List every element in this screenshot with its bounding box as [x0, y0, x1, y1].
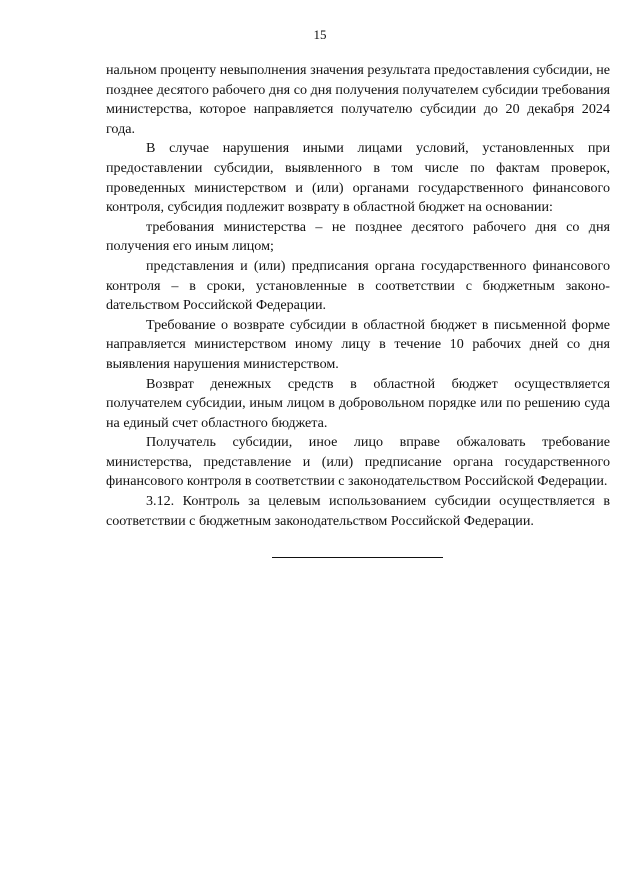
paragraph-continuation: нальном проценту невыполнения значения результата предоставления субсидии, не позднее десятого рабочего дня со дня получения получателем субсидии требования министерства, которое направляется получателю субсидии до 20 декабря 2024 года. [106, 62, 610, 137]
document-body [106, 61, 610, 531]
paragraph-refund: Возврат денежных средств в областной бюджет осуществляется получателем субсидии, иным лицом в добровольном порядке или по решению суда на единый счет областного бюджета. [106, 375, 610, 431]
paragraph-control-body-prescription: представления и (или) предписания органа государственного финансового контроля – в сроки, установленные в соответствии с бюджетным законоdательством Российской Федерации. [106, 257, 610, 314]
paragraph-appeal: Получатель субсидии, иное лицо вправе обжаловать требование министерства, представление и (или) предписание органа государственного финансового контроля в соответствии с законодательством Российской Федерации. [106, 434, 610, 490]
page-number: 15 [313, 27, 327, 42]
paragraph-ministry-requirement: требования министерства – не позднее десятого рабочего дня со дня получения его иным лицом; [106, 218, 610, 255]
end-of-document-rule [272, 557, 443, 558]
paragraph-return-demand: Требование о возврате субсидии в областной бюджет в письменной форме направляется министерством иному лицу в течение 10 рабочих дней со дня выявления нарушения министерством. [106, 316, 610, 372]
paragraph-section-3-12: 3.12. Контроль за целевым использованием субсидии осуществляется в соответствии с бюджетным законодательством Российской Федерации. [106, 493, 610, 529]
paragraph-violation-by-other-persons: В случае нарушения иными лицами условий, установленных при предоставлении субсидии, выявленного в том числе по фактам проверок, проведенных министерством и (или) органами государственного финансового контроля, субсидия подлежит возврату в областной бюджет на основании: [106, 140, 610, 216]
